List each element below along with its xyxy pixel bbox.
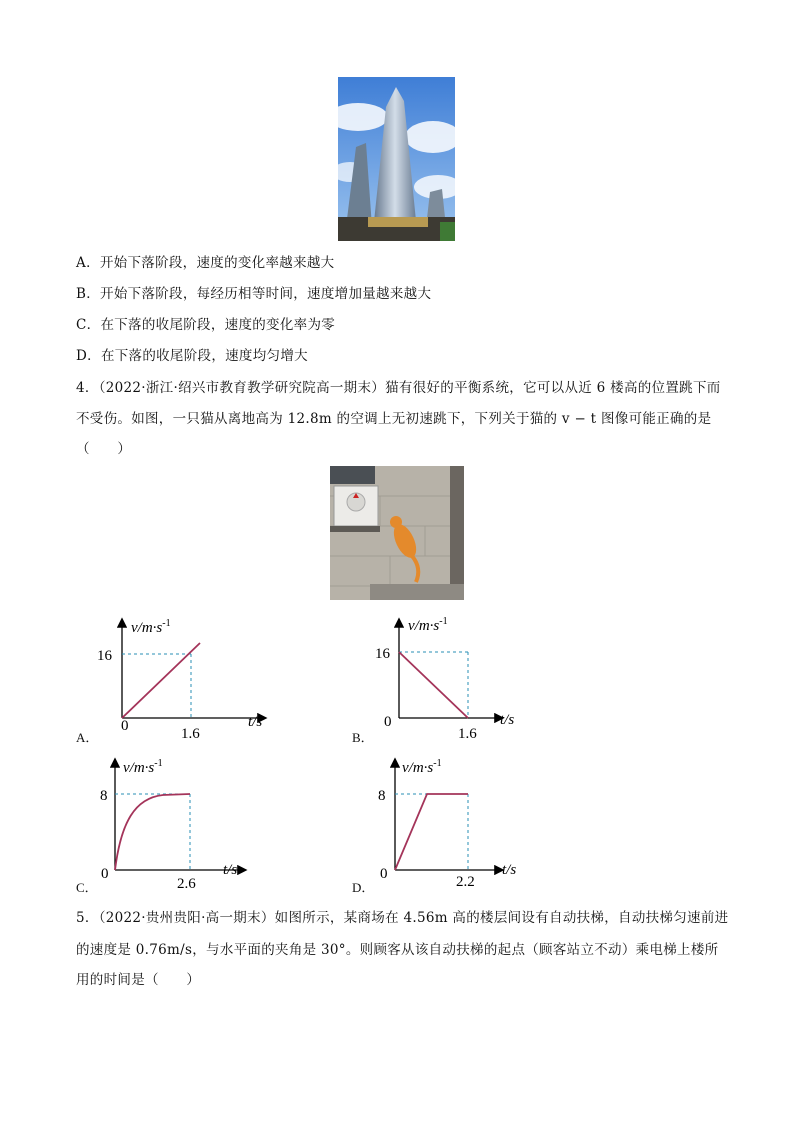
q4-line-2: 不受伤。如图，一只猫从离地高为 12.8m 的空调上无初速跳下，下列关于猫的 v − t 图像可能正确的是: [76, 411, 712, 427]
q4-line-1: 4．（2022·浙江·绍兴市教育教学研究院高一期末）猫有很好的平衡系统，它可以从近 6 楼高的位置跳下而: [76, 380, 721, 396]
graph-a-xtick: 1.6: [181, 726, 200, 742]
graph-c-ytick: 8: [100, 788, 108, 804]
graph-c-ylabel: $v/m\cdot s^{-1}$: [123, 758, 163, 776]
graph-b: [372, 606, 562, 746]
skyscraper-photo: [338, 77, 455, 241]
graph-d: [372, 752, 562, 892]
cat-photo: [330, 466, 464, 600]
graph-d-curve: [395, 794, 468, 870]
graph-d-origin: 0: [380, 866, 388, 882]
graph-b-ylabel: $v/m\cdot s^{-1}$: [408, 616, 448, 634]
graph-c-xlabel: t/s: [223, 862, 238, 878]
graph-c-curve: [115, 794, 190, 870]
graph-d-xtick: 2.2: [456, 874, 475, 890]
option-a: A．开始下落阶段，速度的变化率越来越大: [76, 255, 335, 271]
option-d: D．在下落的收尾阶段，速度均匀增大: [76, 348, 308, 364]
graph-b-ytick: 16: [375, 646, 390, 662]
graph-c-xtick: 2.6: [177, 876, 196, 892]
graph-b-xlabel: t/s: [500, 712, 515, 728]
graph-c: [95, 752, 285, 892]
graph-a-letter: A．: [76, 730, 99, 745]
q5-line-2: 的速度是 0.76m/s，与水平面的夹角是 30°。则顾客从该自动扶梯的起点（顾客站立不动）乘电梯上楼所: [76, 942, 719, 958]
q5-line-1: 5．（2022·贵州贵阳·高一期末）如图所示，某商场在 4.56m 高的楼层间设有自动扶梯，自动扶梯匀速前进: [76, 910, 729, 926]
graph-b-curve: [399, 652, 468, 718]
graph-d-ytick: 8: [378, 788, 386, 804]
graph-a: [95, 606, 285, 746]
q4-line-3: （ ）: [76, 441, 132, 457]
graph-d-xlabel: t/s: [502, 862, 517, 878]
graph-c-origin: 0: [101, 866, 109, 882]
graph-a-ytick: 16: [97, 648, 112, 664]
option-b: B．开始下落阶段，每经历相等时间，速度增加量越来越大: [76, 286, 432, 302]
graph-a-ylabel: $v/m\cdot s^{-1}$: [131, 618, 171, 636]
q5-line-3: 用的时间是（ ）: [76, 972, 201, 988]
graph-d-letter: D．: [352, 880, 375, 895]
graph-a-xlabel: t/s: [248, 714, 263, 730]
option-c: C．在下落的收尾阶段，速度的变化率为零: [76, 317, 336, 333]
graph-c-letter: C．: [76, 880, 98, 895]
graph-b-letter: B．: [352, 730, 374, 745]
graph-a-origin: 0: [121, 718, 129, 734]
graph-b-origin: 0: [384, 714, 392, 730]
graph-d-ylabel: $v/m\cdot s^{-1}$: [402, 758, 442, 776]
graph-b-xtick: 1.6: [458, 726, 477, 742]
